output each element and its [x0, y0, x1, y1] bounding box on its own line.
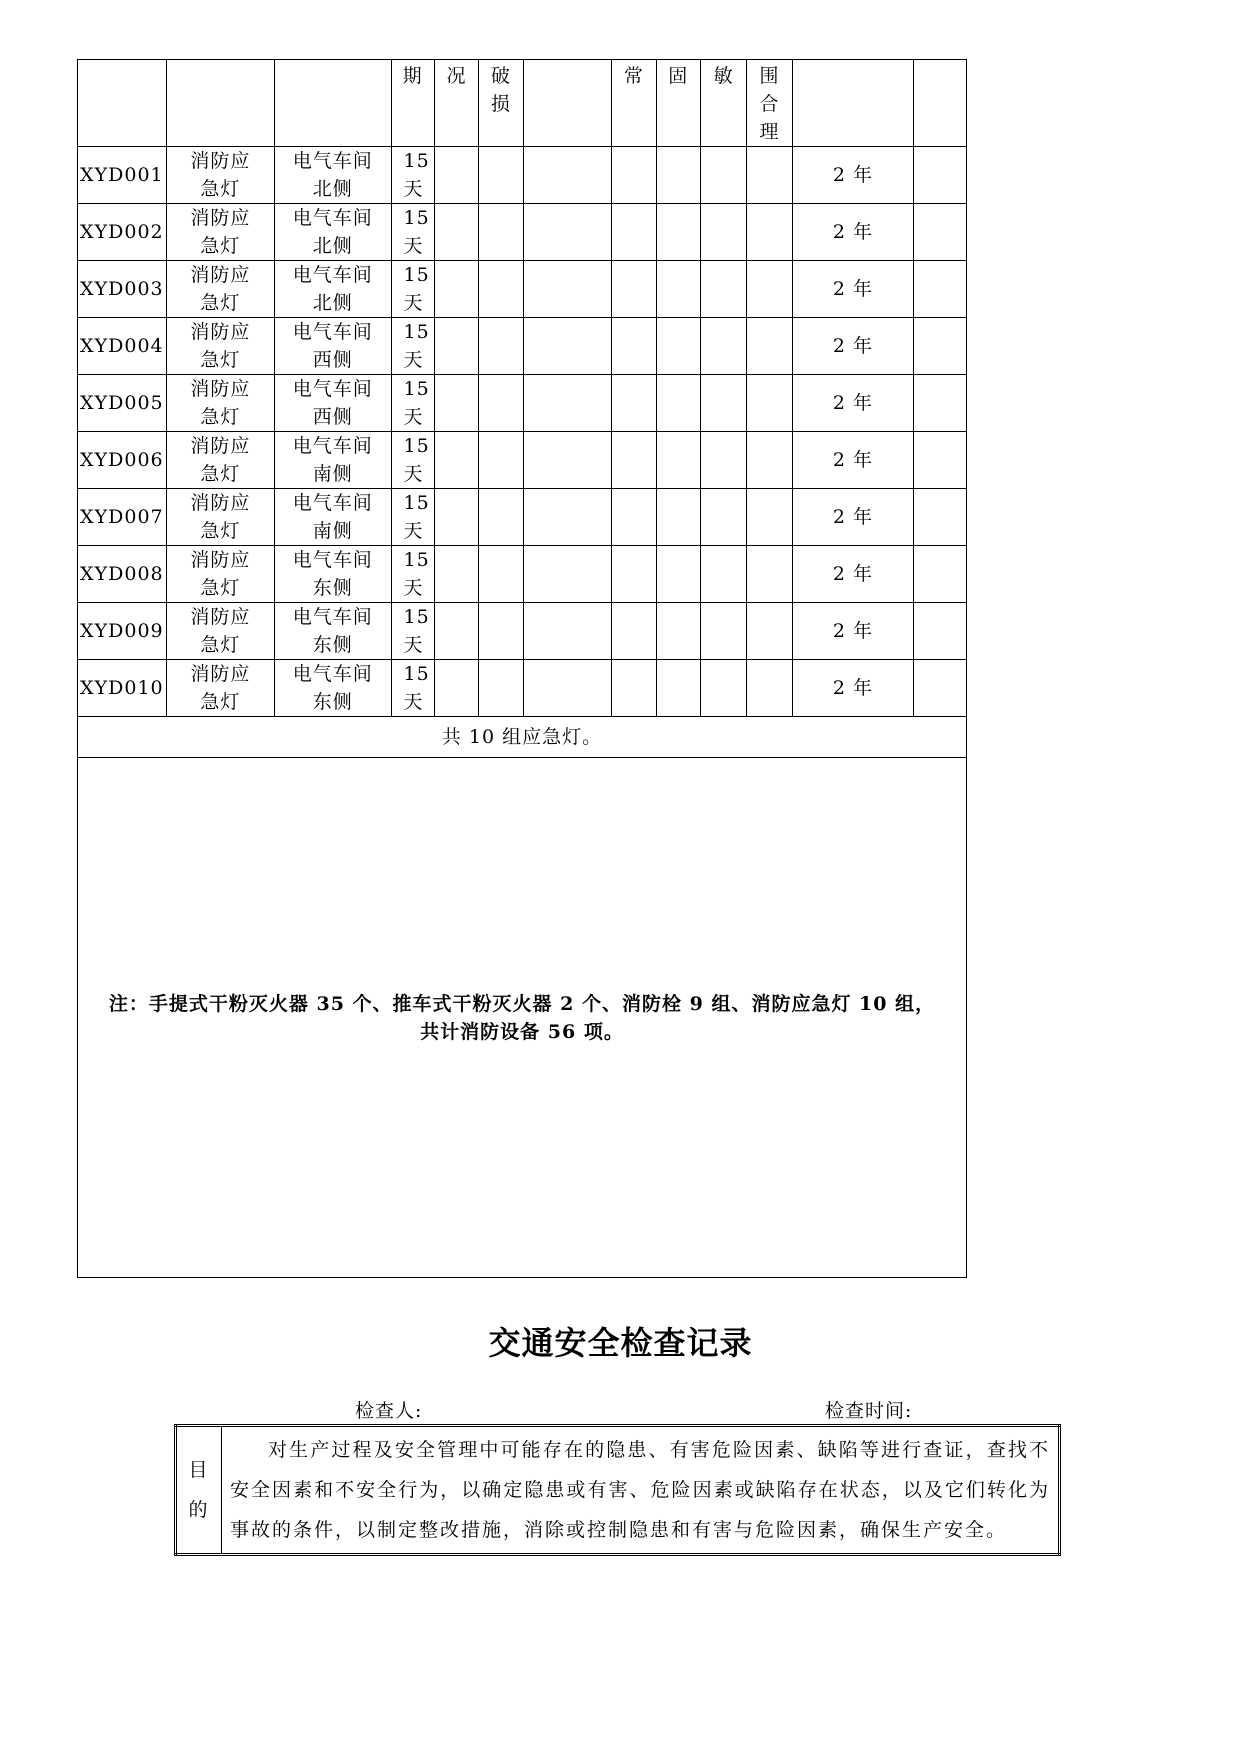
cell-line: 破: [490, 65, 511, 87]
remarks-cell: [914, 204, 967, 261]
cell-line: 15: [403, 606, 430, 628]
check-cell: [700, 375, 746, 432]
check-cell: [479, 147, 523, 204]
cell-line: 消防应: [190, 378, 251, 400]
note-row: [78, 758, 967, 1278]
cell-line: 天: [403, 406, 424, 428]
equipment-code: XYD002: [78, 204, 167, 261]
cell-line: 急灯: [200, 178, 241, 200]
check-cell: [479, 660, 523, 717]
check-cell: [523, 432, 612, 489]
equipment-name: [166, 375, 274, 432]
check-cell: [656, 204, 700, 261]
equipment-name: [166, 603, 274, 660]
cell-line: 电气车间: [292, 321, 373, 343]
cell-line: 电气车间: [292, 378, 373, 400]
check-cell: [656, 147, 700, 204]
check-cell: [612, 660, 656, 717]
equipment-name: [166, 147, 274, 204]
check-cell: [700, 603, 746, 660]
inspection-time-label: 检查时间:: [825, 1400, 913, 1422]
cell-line: 固: [668, 65, 689, 87]
equipment-code: XYD009: [78, 603, 167, 660]
cell-line: 急灯: [200, 520, 241, 542]
equipment-code: XYD008: [78, 546, 167, 603]
cell-line: 急灯: [200, 691, 241, 713]
remarks-cell: [914, 546, 967, 603]
remarks-cell: [914, 603, 967, 660]
table-row: [78, 375, 967, 432]
cell-line: 敏: [713, 65, 734, 87]
cell-line: 消防应: [190, 435, 251, 457]
cell-line: 天: [403, 577, 424, 599]
check-cell: [656, 546, 700, 603]
note-line: 共计消防设备 56 项。: [420, 1020, 624, 1043]
check-cell: [434, 375, 478, 432]
equipment-code: XYD001: [78, 147, 167, 204]
cell-line: 北侧: [312, 292, 353, 314]
check-cell: [523, 147, 612, 204]
cell-line: 急灯: [200, 463, 241, 485]
header-cell: [166, 60, 274, 147]
check-cell: [700, 432, 746, 489]
check-cell: [523, 318, 612, 375]
equipment-code: XYD003: [78, 261, 167, 318]
cell-line: 15: [403, 207, 430, 229]
cell-line: 合: [759, 93, 780, 115]
validity-period: 2 年: [792, 261, 914, 318]
inspection-period: [391, 147, 434, 204]
table-row: [78, 603, 967, 660]
equipment-location: [274, 147, 391, 204]
check-cell: [612, 432, 656, 489]
header-cell: [479, 60, 523, 147]
check-cell: [434, 261, 478, 318]
check-cell: [747, 546, 792, 603]
check-cell: [434, 603, 478, 660]
record-title: 交通安全检查记录: [488, 1324, 753, 1362]
header-cell: [391, 60, 434, 147]
equipment-code: XYD007: [78, 489, 167, 546]
cell-line: 电气车间: [292, 663, 373, 685]
check-cell: [523, 261, 612, 318]
check-cell: [434, 489, 478, 546]
check-cell: [612, 603, 656, 660]
table-body: [78, 60, 967, 1278]
check-cell: [434, 660, 478, 717]
cell-line: 围: [759, 65, 780, 87]
emergency-light-inspection-table: [77, 59, 967, 1278]
purpose-label-char: 的: [188, 1499, 210, 1521]
check-cell: [612, 318, 656, 375]
cell-line: 南侧: [312, 463, 353, 485]
cell-line: 消防应: [190, 264, 251, 286]
cell-line: 急灯: [200, 349, 241, 371]
cell-line: 15: [403, 321, 430, 343]
check-cell: [747, 432, 792, 489]
equipment-name: [166, 261, 274, 318]
check-cell: [656, 603, 700, 660]
cell-line: 天: [403, 349, 424, 371]
check-cell: [747, 147, 792, 204]
cell-line: 急灯: [200, 577, 241, 599]
cell-line: 西侧: [312, 406, 353, 428]
cell-line: 天: [403, 292, 424, 314]
validity-period: 2 年: [792, 546, 914, 603]
cell-line: 电气车间: [292, 207, 373, 229]
cell-line: 北侧: [312, 235, 353, 257]
cell-line: 天: [403, 235, 424, 257]
check-cell: [747, 375, 792, 432]
equipment-code: XYD005: [78, 375, 167, 432]
remarks-cell: [914, 489, 967, 546]
cell-line: 东侧: [312, 691, 353, 713]
cell-line: 期: [402, 65, 423, 87]
check-cell: [479, 432, 523, 489]
check-cell: [656, 660, 700, 717]
check-cell: [434, 318, 478, 375]
cell-line: 消防应: [190, 663, 251, 685]
check-cell: [479, 603, 523, 660]
validity-period: 2 年: [792, 375, 914, 432]
equipment-code: XYD010: [78, 660, 167, 717]
cell-line: 15: [403, 663, 430, 685]
cell-line: 电气车间: [292, 264, 373, 286]
check-cell: [700, 147, 746, 204]
cell-line: 15: [403, 492, 430, 514]
validity-period: 2 年: [792, 318, 914, 375]
check-cell: [700, 546, 746, 603]
equipment-location: [274, 660, 391, 717]
cell-line: 消防应: [190, 207, 251, 229]
remarks-cell: [914, 318, 967, 375]
check-cell: [434, 147, 478, 204]
note-line: 注：手提式干粉灭火器 35 个、推车式干粉灭火器 2 个、消防栓 9 组、消防应急灯 10 组，: [108, 992, 936, 1015]
check-cell: [523, 489, 612, 546]
inspection-period: [391, 375, 434, 432]
cell-line: 15: [403, 435, 430, 457]
inspection-period: [391, 546, 434, 603]
purpose-text: 对生产过程及安全管理中可能存在的隐患、有害危险因素、缺陷等进行查证，查找不安全因素和不安全行为，以确定隐患或有害、危险因素或缺陷存在状态，以及它们转化为事故的条件，以制定整改措施，消除或控制隐患和有害与危险因素，确保生产安全。: [222, 1426, 1060, 1555]
check-cell: [700, 489, 746, 546]
header-cell: [656, 60, 700, 147]
equipment-location: [274, 489, 391, 546]
check-cell: [523, 546, 612, 603]
check-cell: [747, 261, 792, 318]
inspection-period: [391, 432, 434, 489]
check-cell: [747, 660, 792, 717]
remarks-cell: [914, 375, 967, 432]
header-cell: [792, 60, 914, 147]
cell-line: 消防应: [190, 606, 251, 628]
cell-line: 天: [403, 178, 424, 200]
purpose-label: [176, 1426, 222, 1555]
summary-text: 共 10 组应急灯。: [78, 717, 967, 758]
check-cell: [747, 489, 792, 546]
summary-row: [78, 717, 967, 758]
inspection-period: [391, 660, 434, 717]
equipment-name: [166, 318, 274, 375]
table-row: [78, 660, 967, 717]
inspection-period: [391, 318, 434, 375]
header-cell: [612, 60, 656, 147]
check-cell: [479, 489, 523, 546]
check-cell: [656, 432, 700, 489]
header-cell: [747, 60, 792, 147]
cell-line: 电气车间: [292, 492, 373, 514]
cell-line: 急灯: [200, 406, 241, 428]
remarks-cell: [914, 261, 967, 318]
header-cell: [700, 60, 746, 147]
check-cell: [700, 660, 746, 717]
remarks-cell: [914, 147, 967, 204]
cell-line: 消防应: [190, 492, 251, 514]
check-cell: [747, 603, 792, 660]
cell-line: 损: [490, 93, 511, 115]
header-row-fragment: [78, 60, 967, 147]
cell-line: 电气车间: [292, 549, 373, 571]
check-cell: [523, 660, 612, 717]
validity-period: 2 年: [792, 147, 914, 204]
inspector-label: 检查人:: [355, 1400, 423, 1422]
equipment-location: [274, 432, 391, 489]
equipment-location: [274, 546, 391, 603]
check-cell: [479, 318, 523, 375]
check-cell: [656, 375, 700, 432]
equipment-code: XYD006: [78, 432, 167, 489]
validity-period: 2 年: [792, 204, 914, 261]
cell-line: 消防应: [190, 321, 251, 343]
check-cell: [612, 375, 656, 432]
check-cell: [700, 204, 746, 261]
cell-line: 急灯: [200, 292, 241, 314]
header-cell: [274, 60, 391, 147]
validity-period: 2 年: [792, 660, 914, 717]
table-row: [78, 147, 967, 204]
cell-line: 西侧: [312, 349, 353, 371]
purpose-table: [174, 1424, 1061, 1556]
validity-period: 2 年: [792, 603, 914, 660]
cell-line: 急灯: [200, 634, 241, 656]
purpose-label-char: 目: [188, 1459, 210, 1481]
table-row: [78, 318, 967, 375]
table-row: [78, 204, 967, 261]
cell-line: 电气车间: [292, 606, 373, 628]
check-cell: [700, 261, 746, 318]
check-cell: [479, 375, 523, 432]
check-cell: [656, 261, 700, 318]
check-cell: [434, 546, 478, 603]
check-cell: [612, 546, 656, 603]
check-cell: [479, 546, 523, 603]
check-cell: [523, 603, 612, 660]
cell-line: 15: [403, 150, 430, 172]
validity-period: 2 年: [792, 432, 914, 489]
validity-period: 2 年: [792, 489, 914, 546]
cell-line: 东侧: [312, 577, 353, 599]
table-row: [78, 546, 967, 603]
equipment-location: [274, 204, 391, 261]
check-cell: [612, 204, 656, 261]
cell-line: 急灯: [200, 235, 241, 257]
equipment-location: [274, 261, 391, 318]
table-row: [78, 261, 967, 318]
check-cell: [612, 261, 656, 318]
equipment-name: [166, 432, 274, 489]
note-cell: [78, 758, 967, 1278]
cell-line: 天: [403, 691, 424, 713]
check-cell: [434, 432, 478, 489]
header-cell: [523, 60, 612, 147]
cell-line: 南侧: [312, 520, 353, 542]
check-cell: [700, 318, 746, 375]
equipment-location: [274, 603, 391, 660]
check-cell: [656, 318, 700, 375]
equipment-code: XYD004: [78, 318, 167, 375]
check-cell: [434, 204, 478, 261]
equipment-name: [166, 489, 274, 546]
check-cell: [612, 147, 656, 204]
inspection-period: [391, 489, 434, 546]
cell-line: 东侧: [312, 634, 353, 656]
remarks-cell: [914, 660, 967, 717]
equipment-name: [166, 204, 274, 261]
cell-line: 电气车间: [292, 435, 373, 457]
table-row: [78, 489, 967, 546]
check-cell: [479, 204, 523, 261]
cell-line: 常: [623, 65, 644, 87]
cell-line: 消防应: [190, 150, 251, 172]
check-cell: [747, 204, 792, 261]
equipment-location: [274, 375, 391, 432]
header-cell: [78, 60, 167, 147]
check-cell: [612, 489, 656, 546]
cell-line: 15: [403, 378, 430, 400]
inspection-period: [391, 261, 434, 318]
inspection-period: [391, 603, 434, 660]
check-cell: [747, 318, 792, 375]
inspection-period: [391, 204, 434, 261]
cell-line: 天: [403, 520, 424, 542]
cell-line: 15: [403, 264, 430, 286]
equipment-name: [166, 546, 274, 603]
cell-line: 消防应: [190, 549, 251, 571]
cell-line: 电气车间: [292, 150, 373, 172]
check-cell: [656, 489, 700, 546]
equipment-location: [274, 318, 391, 375]
cell-line: 天: [403, 634, 424, 656]
cell-line: 况: [446, 65, 467, 87]
equipment-name: [166, 660, 274, 717]
check-cell: [479, 261, 523, 318]
check-cell: [523, 375, 612, 432]
header-cell: [914, 60, 967, 147]
remarks-cell: [914, 432, 967, 489]
cell-line: 北侧: [312, 178, 353, 200]
cell-line: 15: [403, 549, 430, 571]
cell-line: 理: [759, 121, 780, 143]
table-row: [78, 432, 967, 489]
header-cell: [434, 60, 478, 147]
cell-line: 天: [403, 463, 424, 485]
check-cell: [523, 204, 612, 261]
